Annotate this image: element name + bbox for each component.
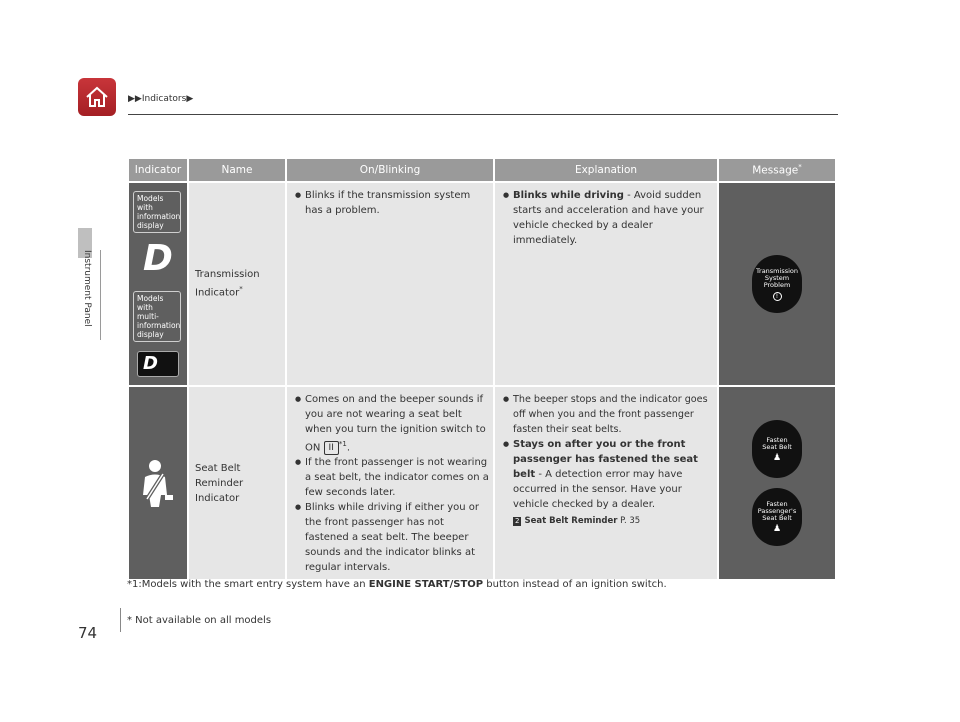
footnote-availability: * Not available on all models — [127, 615, 272, 626]
explanation-bold: Stays on after you or the front passenger has fastened the seat belt — [513, 439, 698, 480]
col-on-blinking: On/Blinking — [287, 159, 493, 181]
transmission-d-icon-box: D — [137, 351, 179, 377]
name-cell — [189, 183, 285, 385]
col-message-label: Message — [752, 164, 799, 177]
explanation-cell — [495, 183, 717, 385]
fasten-passenger-seat-belt-display — [752, 488, 802, 546]
message-line: Passenger's — [757, 507, 797, 516]
indicator-name-line: Reminder — [195, 477, 244, 489]
col-message — [719, 159, 835, 181]
reference-page: P. 35 — [617, 516, 641, 526]
model-tag-multi-info-display: Models with multi-information display — [133, 291, 181, 342]
section-side-line — [100, 250, 101, 340]
explanation-item — [503, 437, 713, 512]
table-row — [129, 183, 835, 385]
message-line: Transmission — [756, 266, 798, 275]
col-name: Name — [189, 159, 285, 181]
message-line: Problem — [763, 280, 791, 289]
on-blinking-cell — [287, 387, 493, 579]
indicator-table — [127, 157, 837, 581]
on-blinking-item: ● Blinks while driving if either you or the front passenger has not fastened a seat belt. The beeper sounds and the indicator blinks at regular intervals. — [295, 500, 489, 575]
model-tag-info-display: Models with information display — [133, 191, 181, 233]
message-line: Seat Belt — [762, 442, 792, 451]
sentence-end: . — [346, 442, 351, 454]
on-blinking-item: ● Blinks if the transmission system has a problem. — [295, 188, 489, 218]
home-icon — [84, 85, 110, 109]
footnote-ref: *1 — [338, 440, 347, 448]
col-message-mark: * — [798, 163, 802, 172]
col-indicator: Indicator — [129, 159, 187, 181]
on-blinking-cell — [287, 183, 493, 385]
transmission-d-icon: D — [143, 238, 173, 279]
transmission-message-display — [752, 255, 802, 313]
message-line: Fasten — [766, 435, 788, 444]
table-header-row — [129, 159, 835, 181]
section-label: Instrument Panel — [82, 250, 92, 327]
warning-circle-icon: ! — [773, 292, 782, 301]
fasten-seat-belt-display — [752, 420, 802, 478]
reference-arrow-icon: 2 — [515, 517, 520, 525]
indicator-name-line: Seat Belt — [195, 462, 241, 474]
col-explanation: Explanation — [495, 159, 717, 181]
ignition-on-key: II — [324, 441, 339, 455]
footnote-text-end: button instead of an ignition switch. — [483, 579, 667, 590]
seatbelt-icon — [135, 457, 181, 509]
indicator-name-mark: * — [239, 285, 243, 294]
home-button[interactable] — [78, 78, 116, 116]
indicator-cell — [129, 183, 187, 385]
breadcrumb-arrows: ▶▶ — [128, 94, 142, 104]
message-line: Fasten — [766, 500, 788, 509]
explanation-cell — [495, 387, 717, 579]
table-row — [129, 387, 835, 579]
footnote-divider — [120, 608, 121, 632]
on-blinking-item: ● If the front passenger is not wearing a seat belt, the indicator comes on a few seconds later. — [295, 455, 489, 500]
message-cell — [719, 183, 835, 385]
indicator-cell — [129, 387, 187, 579]
breadcrumb-label[interactable]: Indicators — [141, 94, 187, 104]
page-number: 74 — [78, 624, 98, 642]
indicator-name: Transmission Indicator — [195, 269, 260, 299]
footnote-smart-entry — [127, 579, 667, 590]
message-line: Seat Belt — [762, 514, 792, 523]
explanation-bold: Blinks while driving — [513, 190, 624, 201]
indicator-name-line: Indicator — [195, 492, 240, 504]
reference-label[interactable]: Seat Belt Reminder — [524, 516, 618, 526]
on-blinking-item — [295, 392, 489, 455]
seatbelt-small-icon: ♟ — [772, 524, 782, 535]
message-cell — [719, 387, 835, 579]
cross-reference-link[interactable] — [503, 514, 713, 529]
breadcrumb[interactable] — [128, 94, 193, 104]
on-blinking-text: Comes on and the beeper sounds if you are not wearing a seat belt when you turn the ignition switch to ON — [305, 394, 486, 454]
footnote-text: *1:Models with the smart entry system have an — [127, 579, 369, 590]
seatbelt-small-icon: ♟ — [772, 452, 782, 463]
explanation-item — [503, 188, 713, 248]
explanation-text: - Avoid sudden starts and acceleration and have your vehicle checked by a dealer immediately. — [513, 190, 704, 246]
explanation-text: - A detection error may have occurred in the sensor. Have your vehicle checked by a dealer. — [513, 469, 683, 510]
explanation-item: ● The beeper stops and the indicator goes off when you and the front passenger fasten their seat belts. — [503, 392, 713, 437]
breadcrumb-arrow-end: ▶ — [186, 94, 194, 104]
name-cell — [189, 387, 285, 579]
message-line: System — [764, 273, 790, 282]
footnote-bold: ENGINE START/STOP — [368, 579, 484, 590]
header-divider — [128, 114, 838, 115]
